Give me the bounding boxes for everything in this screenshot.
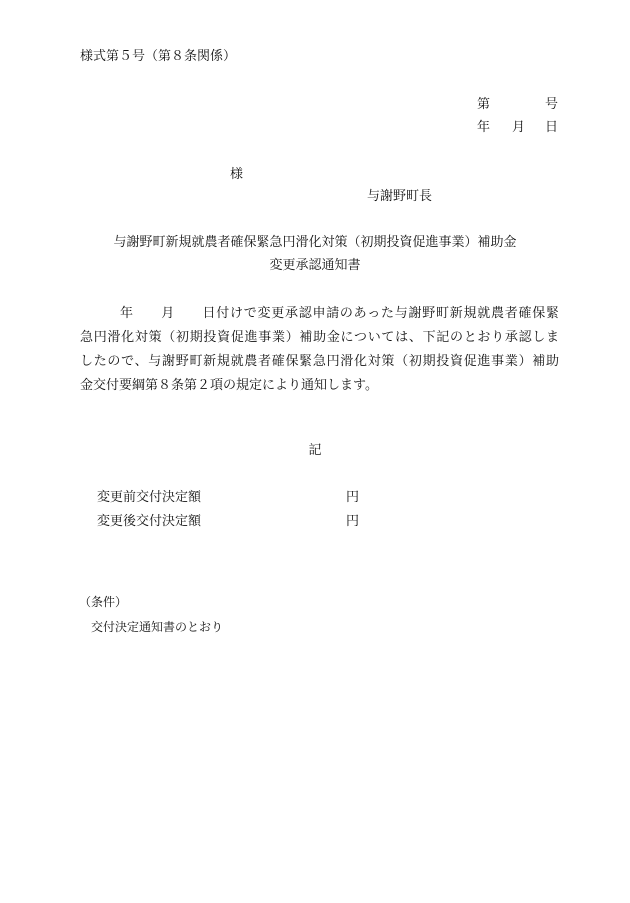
- amount-after-label: 変更後交付決定額: [97, 514, 202, 529]
- document-title-line2: 変更承認通知書: [269, 258, 361, 273]
- body-line: 金交付要綱第８条第２項の規定により通知します。: [80, 378, 378, 393]
- amount-before-unit: 円: [346, 490, 360, 505]
- body-line: 年 月 日付けで変更承認申請のあった与謝野町新規就農者確保緊: [120, 306, 559, 321]
- document-number-suffix: 号: [545, 97, 559, 112]
- record-heading: 記: [308, 443, 322, 458]
- body-paragraph: [80, 302, 559, 398]
- form-number: 様式第５号（第８条関係）: [80, 49, 237, 64]
- conditions-heading: （条件）: [79, 595, 128, 609]
- body-line: したので、与謝野町新規就農者確保緊急円滑化対策（初期投資促進事業）補助: [80, 354, 559, 369]
- date-month-label: 月: [512, 120, 526, 135]
- amount-after-unit: 円: [346, 514, 360, 529]
- addressee-honorific: 様: [230, 167, 244, 182]
- conditions-text: 交付決定通知書のとおり: [91, 620, 224, 634]
- document-number-prefix: 第: [477, 97, 491, 112]
- document-title-line1: 与謝野町新規就農者確保緊急円滑化対策（初期投資促進事業）補助金: [113, 235, 517, 250]
- amount-before-label: 変更前交付決定額: [97, 490, 202, 505]
- date-day-label: 日: [545, 120, 559, 135]
- body-line: 急円滑化対策（初期投資促進事業）補助金については、下記のとおり承認しま: [80, 330, 559, 345]
- date-year-label: 年: [477, 120, 491, 135]
- sender-name: 与謝野町長: [367, 189, 433, 204]
